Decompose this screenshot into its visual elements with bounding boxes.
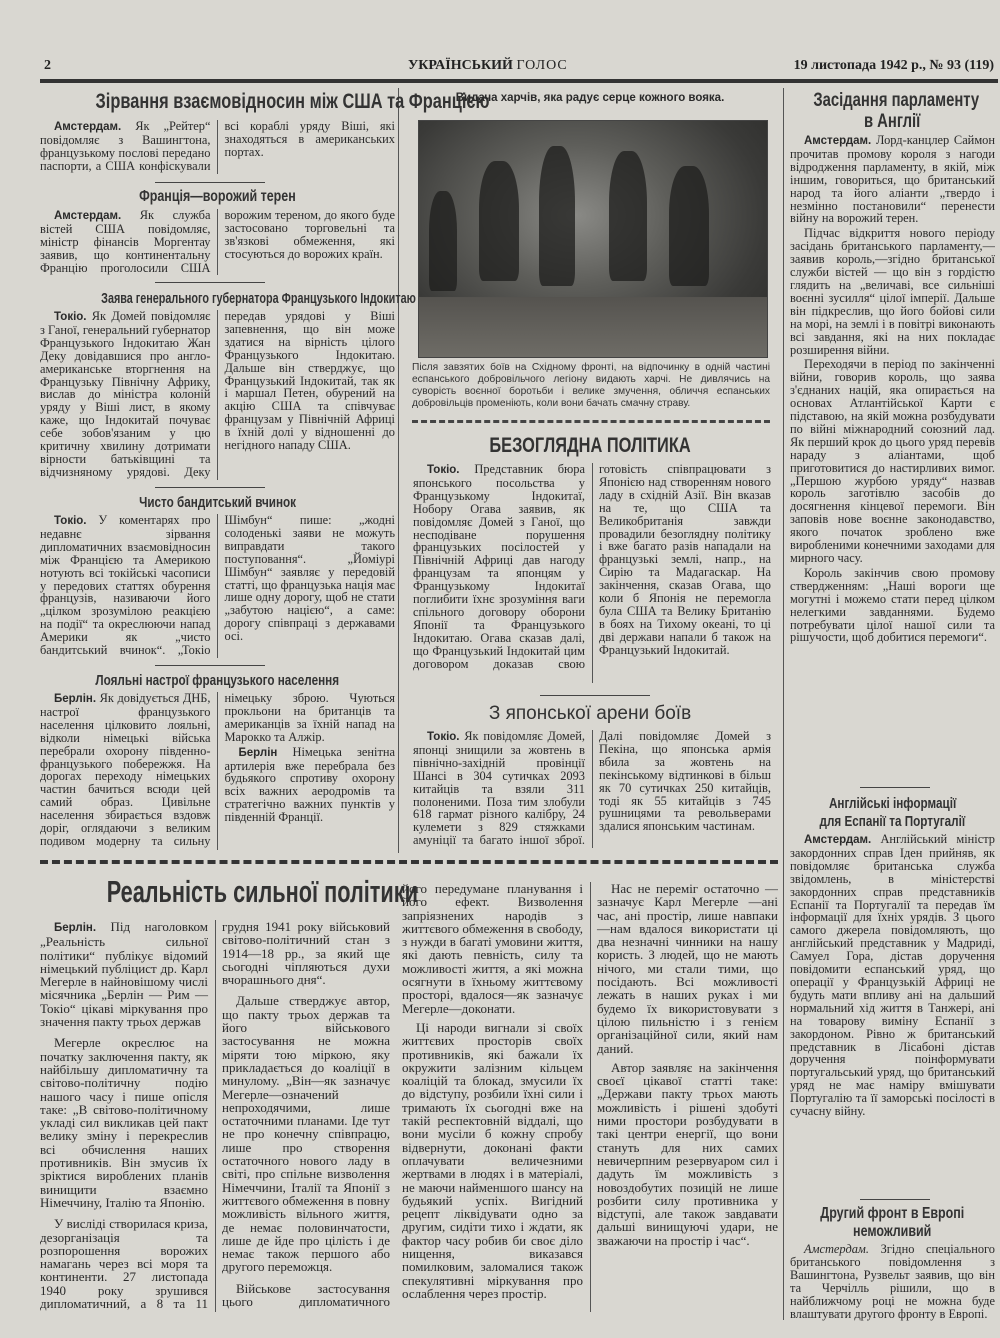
- article-body: Амстердам. Лорд-канцлер Саймон прочитав промову короля з нагоди відродження парламенту, в якій, між іншим, говориться, що британський народ та його аліанти „твердо і незмінно постановили“ перенести війну на ворожий терен. Підчас відкриття нового періоду засідань британського парламенту,—заявив король,—згідно британської служби вістей — що він з гордістю глядить на „величаві, все сильніші воєнні зусилля“ цілої імперії. Дальше він підкреслив, що його бойові сили на морі, на землі і в повітрі виконають всі завдання, які на них покладає розширення війни. Переходячи в період по закінченні війни, говорив король, що заява з'єднаних націй, яка опирається на основах Атлантійської Карти є підставою, на якій можна розбудувати по війні міжнародний союзний лад. Як перший крок до цього уряд перевів нараду з аліантами, щоб приготовитися до настирливих вимог. „Першою журбою уряду“ назвав король заготівлю засобів до досягнення кінцевої перемоги. Він заповів нове воєнне законодавство, якого початок зроблено вже виробленими конечними заходами для мирного часу. Король закінчив свою промову ствердженням: „Наші вороги ще могутні і можемо стати перед цілком нелегкими завданнями. Будемо потребувати цілої нашої сили та рішучости, щоб добитися перемоги“.: [790, 134, 995, 645]
- article-body: Токіо. Представник бюра японського посольства у Французькому Індокитаї, Нобору Огава заявив, як повідомляє Домей з Ганої, що несподіване порушення французьких посілостей у Північній Африці дав нагоду французам та японцям у Французькому Індокитаї поглибити їхнє зрозуміння ваги спільного договору оборони Японії та Французького Індокитаю. Огава сказав далі, що Французький Індокитай цим договором доказав свою готовість співпрацювати з Японією над створенням нового ладу в східній Азії. Він вказав на те, що США та Великобританія завжди провадили безоглядну політику і вже багато разів нападали на французькі землі, напр., на Сирію та Мадагаскар. На закінчення, сказав Огава, що коли б Японія не перемогла була США та Велику Британію в боях на Тихому океані, то ці дві держави напали б також на Французький Індокитай.: [413, 463, 771, 671]
- article-body: Амстердам. Англійський міністр закордонних справ Іден прийняв, як повідомляє британська служба звідомлень, в міністерстві закордонних справ представників Еспанії та Португалії та передав їм інформації для їхніх урядів. З цього самого джерела повідомляють, що англійський представник у Мадриді, Самуел Гора, дістав доручення повідомити еспанський уряд, що операції у Французькій Африці не будуть мати впливу ані на дальший нормальний хід життя в Танжері, ані на товарову виміну Еспанії з закордоном. Рівно ж британський представник в Лісабоні дістав доручення поінформувати португальський уряд, що британський уряд не має наміру вмішувати Португалію та її заморські посілості в сучасну війну.: [790, 833, 995, 1119]
- feature-title: Реальність сильної політики: [106, 874, 418, 909]
- photo-soldiers-food: [418, 120, 768, 358]
- article-title: Англійські інформації для Еспанії та Португалії: [819, 795, 966, 830]
- feature-body-left: Берлін. Під наголовком „Реальність сильної політики“ публікує відомий німецький публіцист др. Карл Мегерле в найновішому числі місячника „Берлін — Рим — Токіо“ цікаві міркування про значення пакту трьох держав Мегерле окреслює на початку заключення пакту, як найбільшу дипломатичну та світово-політичну подію нашого часу і пише опісля таке: „В світово-політичному укладі сил викликав цей пакт велику зміну і перекреслив всі обчислення наших противників. Він змусив їх зріктися вироблених планів винищити взаємно Німеччину, Італію та Японію. У висліді створилася криза, дезорганізація та розпорошення ворожих намагань через всі моря та континенти. 27 листопада 1940 року зрушився дипломатичний, а 8 та 11 грудня 1941 року військовий світово-політичний стан з 1914—18 рр., за який ще сьогодні чіпляються духи вчорашнього дня“. Дальше стверджує автор, що пакту трьох держав та його військового застосування не можна міряти тою міркою, яку прикладається до коаліції в минулому. „Він—як зазначує Мегерле—означений непроходячими, лише остаточними планами. Іде тут не про конечну співпрацю, лише про створення остаточного нового ладу в світі, про спільне визволення Німеччини, Італії та Японії з життєвого обмеження в повну можливість вільного життя, де немає половинчатости, лише де йде про цілість і де немає також першого або другого переможця. Військове застосування цього дипломатичного: [40, 920, 390, 1312]
- article-title: БЕЗОГЛЯДНА ПОЛІТИКА: [489, 434, 691, 457]
- article-title: Засідання парламенту в Англії: [813, 90, 980, 132]
- article-france-enemy-territory: [40, 188, 395, 275]
- article-title: Зірвання взаємовідносин між США та Францією: [95, 90, 490, 113]
- article-body: Токіо. У коментарях про недавнє зірвання дипломатичних взаємовідносин між Францією та Америкою нотують всі токійські часописи у передових статтях обурення французів, називаючи його „цілком зрозумілою реакцією на події“ та окреслюючи напад Америки як „чисто бандитський вчинок“. „Токіо Шімбун“ пише: „жодні солоденькі заяви не можуть виправдати такого поступовання“. „Йоміурі Шімбун“ заявляє у передовій статті, що французька нація має лише одну дорогу, щоб не стати „забутою нацією“, а саме: дорогу співпраці з державами осі.: [40, 514, 395, 658]
- column-divider: [398, 88, 399, 853]
- issue-date: 19 листопада 1942 р., № 93 (119): [793, 58, 994, 73]
- article-title: З японської арени боїв: [488, 703, 692, 724]
- article-us-france-break: [40, 90, 490, 174]
- divider: [860, 787, 930, 788]
- section-divider: [40, 860, 778, 864]
- dotted-divider: [412, 420, 770, 423]
- article-title: Лояльні настрої французького населення: [95, 672, 340, 689]
- article-title: Франція—ворожий терен: [139, 188, 296, 205]
- article-body: Берлін. Як довідується ДНБ, настрої французького населення цілковито лояльні, відколи німецькі війська перебрали охорону південно-французького побережжя. На дорогах переходу німецьких частин бачиться всюди цей самий образ. Цивільне населення збирається вздовж доріг, оглядаючи з великим подивом модерну та сильну німецьку зброю. Чуються прокльони на британців та американців за їхній напад на Марокко та Алжір. Берлін Німецька зенітна артилерія вже перебрала без будьякого спротиву охорону всіх важних аеродромів та стратегічно важних пунктів у південній Франції.: [40, 692, 395, 848]
- masthead-light: ГОЛОС: [516, 58, 568, 73]
- article-title: Другий фронт в Европі неможливий: [820, 1205, 965, 1240]
- article-body: Токіо. Як Домей повідомляє з Ганої, генеральний губернатор Французького Індокитаю Жан Деку довідавшися про англо-американське вторгнення на Французьку Північну Африку, вислав до міністра колоній уряду у Віші лист, в якому каже, що Індокитай почуває себе зобов'язаним у цю критичну хвилину дотримати вірности батьківщині та відчизняному урядові. Деку передав урядові у Віші запевнення, що він може здатися на вірність цілого Французького Індокитаю. Дальше він стверджує, що Французький Індокитай, так як і маршал Петен, обурений на акцію США та співчуває французам у Північній Африці в їхній долі у відношенні до негідного нападу США.: [40, 310, 395, 479]
- page-number: 2: [44, 58, 51, 73]
- divider: [155, 282, 265, 283]
- article-title: Заява генерального губернатора Французького Індокитаю: [101, 290, 416, 307]
- divider: [540, 695, 650, 696]
- article-title: Чисто бандитський вчинок: [139, 494, 296, 511]
- masthead-bold: УКРАЇНСЬКИЙ: [408, 58, 513, 73]
- article-body: Амстердам. Згідно спеціального британського повідомлення з Вашингтона, Рузвельт заявив, що він та Черчілль рішили, що в найближчому році не можна буде влаштувати другого фронту в Европі.: [790, 1243, 995, 1321]
- feature-body-right: його передумане планування і його ефект. Визволення запріязнених народів з життєвого обмеження в свободу, з нужди в багаті умовини життя, які дають певність, силу та можливості життя, а які можна осягнути в їхньому життєвому просторі, вдалося—як зазначує Мегерле—доконати. Ці народи вигнали зі своїх життєвих просторів своїх противників, які бажали їх окружити залізним кільцем коаліцій та блокад, змусили їх до відступу, розбили їхні сили і тримають їх сьогодні вже на такій респектовній віддалі, що вони мусіли б кожну спробу відвернути, доконані факти оплачувати величезними жертвами в людях і в матеріалі, не маючи найменшого шансу на будьякий успіх. Вигідний рецепт ліквідувати одно за другим, сидіти тихо і ждати, як фактор часу робив би своє діло нищення, виказався помилковим, заломалися також спекулятивні міркування про ослаблення через простір. Нас не переміг остаточно —зазначує Карл Мегерле —ані час, ані простір, лише навпаки—нам вдалося використати ці два незначні чинники на нашу користь. З людей, що не мають нічого, ми стали тими, що посідають. Всі можливості лежать в наших руках і ми будемо їх використовувати з цілою пильністю і з генієм організаційної сили, який нам даний. Автор заявляє на закінчення своєї цікавої статті таке: „Держави пакту трьох мають можливість і рішені здобуті ними простори розбудувати в такі центри енергії, що вони стануть для них самих невичерпним резервуаром сил і дадуть їм можливість з новоздобутих позицій не лише розбити силу противника у відступі, але також завдавати дальші винищуючі удари, не зважаючи на простір і час“.: [402, 882, 778, 1301]
- masthead: [408, 58, 568, 74]
- article-parliament-england: [790, 90, 995, 784]
- article-body: Амстердам. Як служба вістей США повідомляє, міністр фінансів Моргентау заявив, що континентальну Францію проголосили США ворожим тереном, до якого буде застосовано торговельні та зв'язкові обмеження, які стосуються до ворожих країн.: [40, 209, 395, 275]
- divider: [155, 182, 265, 183]
- column-divider: [783, 88, 784, 1320]
- article-indochina-governor: [40, 290, 416, 480]
- article-body: Токіо. Як повідомляє Домей, японці знищили за жовтень в північно-західній провінції Шансі в 304 сутичках 2093 китайців та взяли 311 полоненими. Поза тим злобули 618 гармат різного калібру, 24 кулемети з 829 стяжками амуніції та багато іншої зброї. Далі повідомляє Домей з Пекіна, що японська армія вбила за жовтень на пекінському відтинкові в більш як 70 сутичках 250 китайців, тоді як 55 китайців з 745 рушницями та револьверами здалися японським частинам.: [413, 730, 771, 848]
- article-spain-portugal: [790, 795, 995, 1193]
- divider: [155, 487, 265, 488]
- article-loyal-moods: [40, 672, 395, 850]
- photo-title: Видача харчів, яка радує серце кожного вояка.: [455, 92, 725, 104]
- article-bandit-act: [40, 494, 395, 658]
- article-reckless-policy: [405, 434, 775, 683]
- divider: [155, 665, 265, 666]
- article-second-front: [790, 1205, 995, 1323]
- photo-caption: Після завзятих боїв на Східному фронті, на відпочинку в одній частині еспанського добровільчого легіону видають харчі. Не дивлячись на суворість воєнної боротьби і велике змучення, обличчя еспанських добровільців променіють, коли вони бачать смачну страву.: [412, 362, 770, 409]
- divider: [860, 1199, 930, 1200]
- header-rule: [40, 79, 998, 83]
- article-body: Амстердам. Як „Рейтер“ повідомляє з Вашингтона, французькому послові передано паспорти, а США конфіскували всі кораблі уряду Віші, які знаходяться в американських портах.: [40, 120, 395, 173]
- article-japanese-battles: [405, 703, 775, 848]
